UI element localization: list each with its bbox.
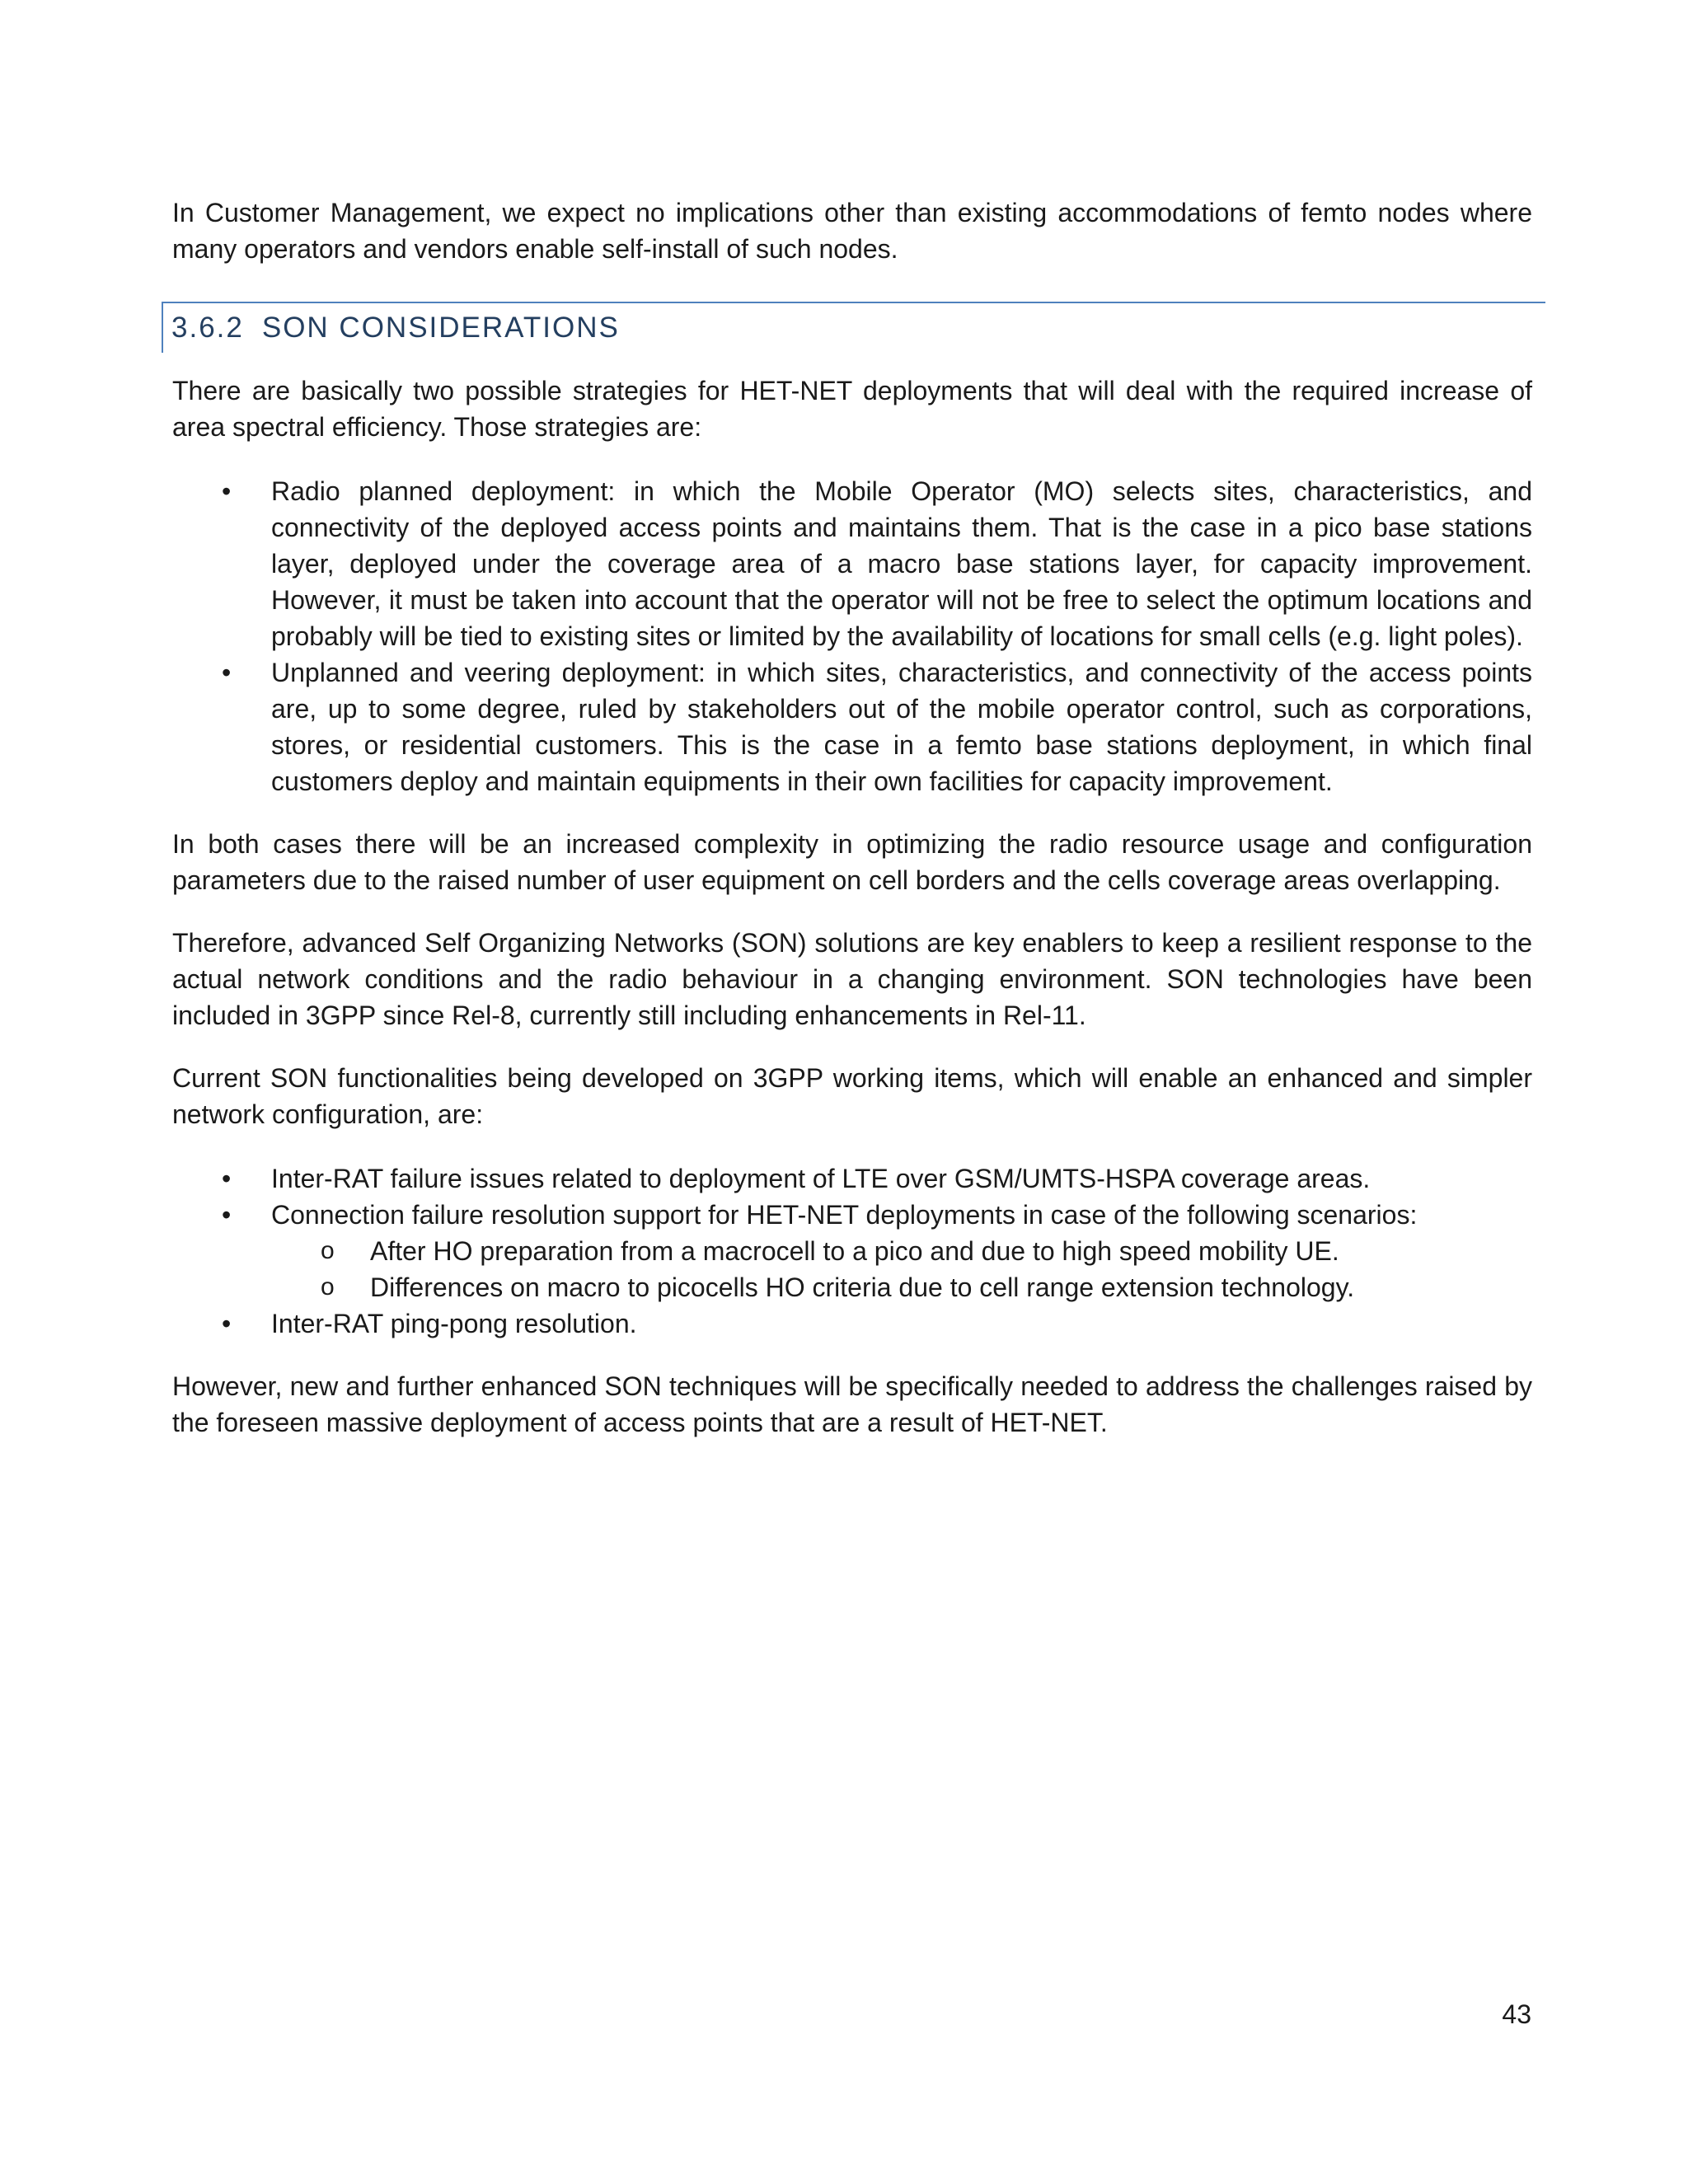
list-item: • Inter-RAT failure issues related to deployment of LTE over GSM/UMTS-HSPA coverage areas.	[172, 1160, 1532, 1197]
sub-list-item: o After HO preparation from a macrocell to a pico and due to high speed mobility UE.	[271, 1233, 1532, 1269]
list-item: • Inter-RAT ping-pong resolution.	[172, 1305, 1532, 1342]
intro-paragraph: In Customer Management, we expect no implications other than existing accommodations of femto nodes where many operators and vendors enable self-install of such nodes.	[172, 198, 1532, 264]
list-item	[172, 1197, 1532, 1305]
list-item: • Radio planned deployment: in which the Mobile Operator (MO) selects sites, characteristics, and connectivity of the deployed access points and maintains them. That is the case in a pico base stations layer, deployed under the coverage area of a macro base stations layer, for capacity improvement. However, it must be taken into account that the operator will not be free to select the optimum locations and probably will be tied to existing sites or limited by the availability of locations for small cells (e.g. light poles).	[172, 473, 1532, 654]
strategies-intro: There are basically two possible strategies for HET-NET deployments that will deal with the required increase of area spectral efficiency. Those strategies are:	[172, 376, 1532, 442]
page-content	[172, 194, 1532, 1441]
complexity-paragraph: In both cases there will be an increased complexity in optimizing the radio resource usage and configuration parameters due to the raised number of user equipment on cell borders and the cells coverage areas overlapping.	[172, 829, 1532, 895]
sub-list-item: o Differences on macro to picocells HO criteria due to cell range extension technology.	[271, 1269, 1532, 1305]
list-item-text: Connection failure resolution support for HET-NET deployments in case of the following scenarios:	[271, 1200, 1418, 1230]
section-heading-box	[162, 302, 1545, 353]
section-number: 3.6.2	[171, 312, 244, 344]
functionalities-list	[172, 1160, 1532, 1342]
section-title: SON CONSIDERATIONS	[261, 312, 620, 344]
strategies-list	[172, 473, 1532, 799]
sub-list	[271, 1233, 1532, 1305]
closing-paragraph: However, new and further enhanced SON techniques will be specifically needed to address the challenges raised by the foreseen massive deployment of access points that are a result of HET-NET.	[172, 1371, 1532, 1437]
page-number: 43	[1502, 1999, 1531, 2029]
list-item: • Unplanned and veering deployment: in which sites, characteristics, and connectivity of the access points are, up to some degree, ruled by stakeholders out of the mobile operator control, such as corporations, stores, or residential customers. This is the case in a femto base stations deployment, in which final customers deploy and maintain equipments in their own facilities for capacity improvement.	[172, 654, 1532, 799]
functionalities-intro: Current SON functionalities being developed on 3GPP working items, which will enable an enhanced and simpler network configuration, are:	[172, 1063, 1532, 1129]
section-heading	[171, 310, 1545, 346]
son-paragraph: Therefore, advanced Self Organizing Networks (SON) solutions are key enablers to keep a resilient response to the actual network conditions and the radio behaviour in a changing environment. SON technologies have been included in 3GPP since Rel-8, currently still including enhancements in Rel-11.	[172, 928, 1532, 1030]
